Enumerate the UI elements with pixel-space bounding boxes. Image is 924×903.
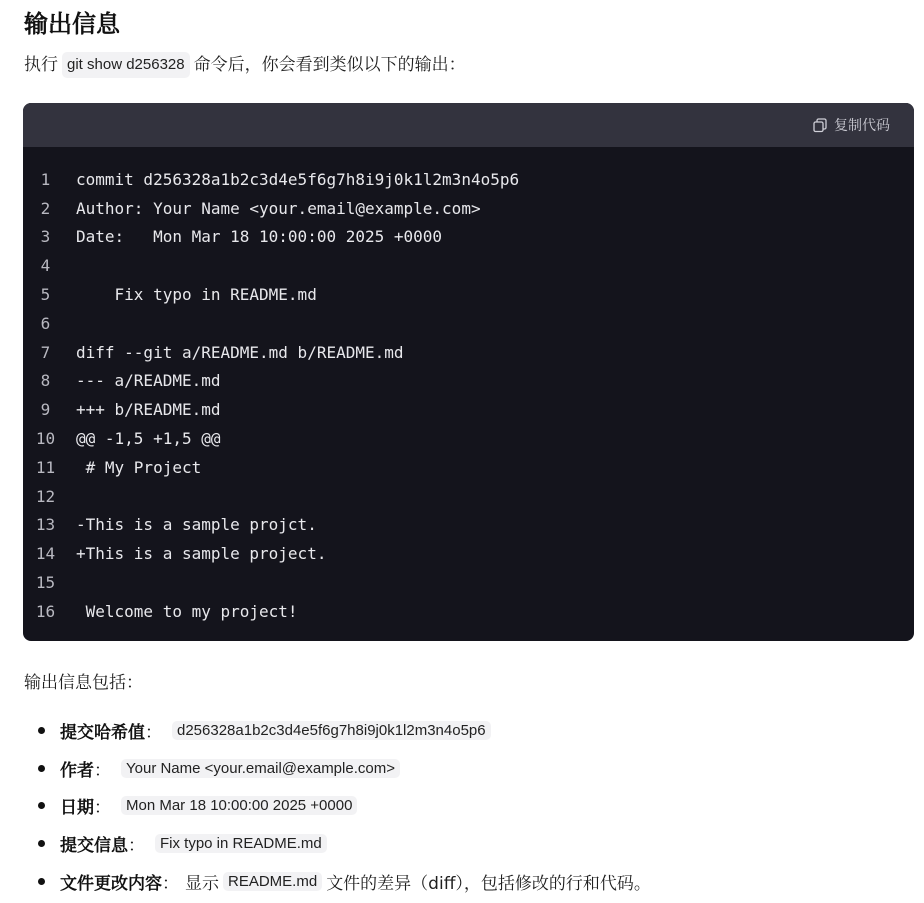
code-block-header [23, 103, 914, 147]
line-content: +++ b/README.md [76, 400, 221, 420]
bullet-dot [38, 802, 45, 809]
line-content: Author: Your Name <your.email@example.com> [76, 198, 481, 218]
summary-text: 输出信息包括： [24, 673, 143, 693]
line-content: @@ -1,5 +1,5 @@ [76, 429, 221, 449]
item-inline-code: Mon Mar 18 10:00:00 2025 +0000 [121, 796, 357, 815]
item-separator: ： [145, 723, 162, 744]
copy-code-label: 复制代码 [834, 118, 890, 134]
list-item [38, 750, 651, 788]
code-line [23, 309, 914, 338]
bullet-dot [38, 727, 45, 734]
line-content: commit d256328a1b2c3d4e5f6g7h8i9j0k1l2m3n4o5p6 [76, 169, 520, 189]
item-separator: ： [94, 760, 111, 781]
line-number: 15 [35, 573, 56, 593]
code-line [23, 338, 914, 367]
item-label: 提交信息 [60, 836, 128, 857]
line-number: 7 [40, 342, 51, 362]
line-number: 14 [35, 544, 56, 564]
line-number: 8 [40, 371, 51, 391]
line-content: Fix typo in README.md [76, 285, 317, 305]
item-inline-code: Fix typo in README.md [155, 834, 327, 853]
list-item [38, 712, 651, 750]
line-content: +This is a sample project. [76, 544, 327, 564]
list-item [38, 787, 651, 825]
bullet-dot [38, 840, 45, 847]
line-number: 4 [40, 256, 51, 276]
intro-text-after: 命令后，你会看到类似以下的输出： [193, 55, 466, 75]
code-line [23, 424, 914, 453]
item-separator: ： [128, 836, 145, 857]
item-label: 作者 [60, 760, 94, 781]
line-number: 5 [40, 285, 51, 305]
section-title: 输出信息 [24, 10, 120, 38]
line-content: Welcome to my project! [76, 601, 298, 621]
line-number: 11 [35, 457, 56, 477]
code-line [23, 395, 914, 424]
line-number: 1 [40, 169, 51, 189]
list-item [38, 862, 651, 900]
line-content: --- a/README.md [76, 371, 221, 391]
item-label: 提交哈希值 [60, 723, 145, 744]
code-line [23, 597, 914, 626]
code-line [23, 367, 914, 396]
bullet-dot [38, 765, 45, 772]
line-number: 10 [35, 429, 56, 449]
line-number: 3 [40, 227, 51, 247]
bullet-dot [38, 878, 45, 885]
line-content: diff --git a/README.md b/README.md [76, 342, 404, 362]
item-separator: ： [94, 798, 111, 819]
code-line [23, 165, 914, 194]
intro-text-before: 执行 [24, 55, 58, 75]
line-number: 9 [40, 400, 51, 420]
code-line [23, 251, 914, 280]
line-number: 16 [35, 601, 56, 621]
line-number: 2 [40, 198, 51, 218]
line-content: # My Project [76, 457, 202, 477]
code-line [23, 482, 914, 511]
code-line [23, 280, 914, 309]
code-line [23, 194, 914, 223]
code-line [23, 568, 914, 597]
line-content: -This is a sample projct. [76, 515, 317, 535]
code-block [23, 103, 914, 641]
copy-icon [812, 117, 828, 133]
item-inline-code: d256328a1b2c3d4e5f6g7h8i9j0k1l2m3n4o5p6 [172, 721, 491, 740]
code-body [23, 147, 914, 626]
code-line [23, 539, 914, 568]
item-text-after: 文件的差异（diff），包括修改的行和代码。 [326, 873, 651, 894]
output-info-list [38, 712, 651, 900]
item-inline-code: Your Name <your.email@example.com> [121, 759, 400, 778]
item-separator: ： [162, 873, 179, 894]
code-line [23, 453, 914, 482]
list-item [38, 825, 651, 863]
code-line [23, 223, 914, 252]
item-text-before: 显示 [185, 873, 219, 894]
intro-paragraph [24, 52, 466, 78]
line-number: 13 [35, 515, 56, 535]
item-inline-code: README.md [223, 872, 322, 891]
line-content: Date: Mon Mar 18 10:00:00 2025 +0000 [76, 227, 443, 247]
inline-code-command: git show d256328 [62, 52, 190, 78]
line-number: 12 [35, 486, 56, 506]
code-line [23, 511, 914, 540]
item-label: 日期 [60, 798, 94, 819]
line-number: 6 [40, 313, 51, 333]
copy-code-button[interactable] [812, 115, 890, 135]
item-label: 文件更改内容 [60, 873, 162, 894]
